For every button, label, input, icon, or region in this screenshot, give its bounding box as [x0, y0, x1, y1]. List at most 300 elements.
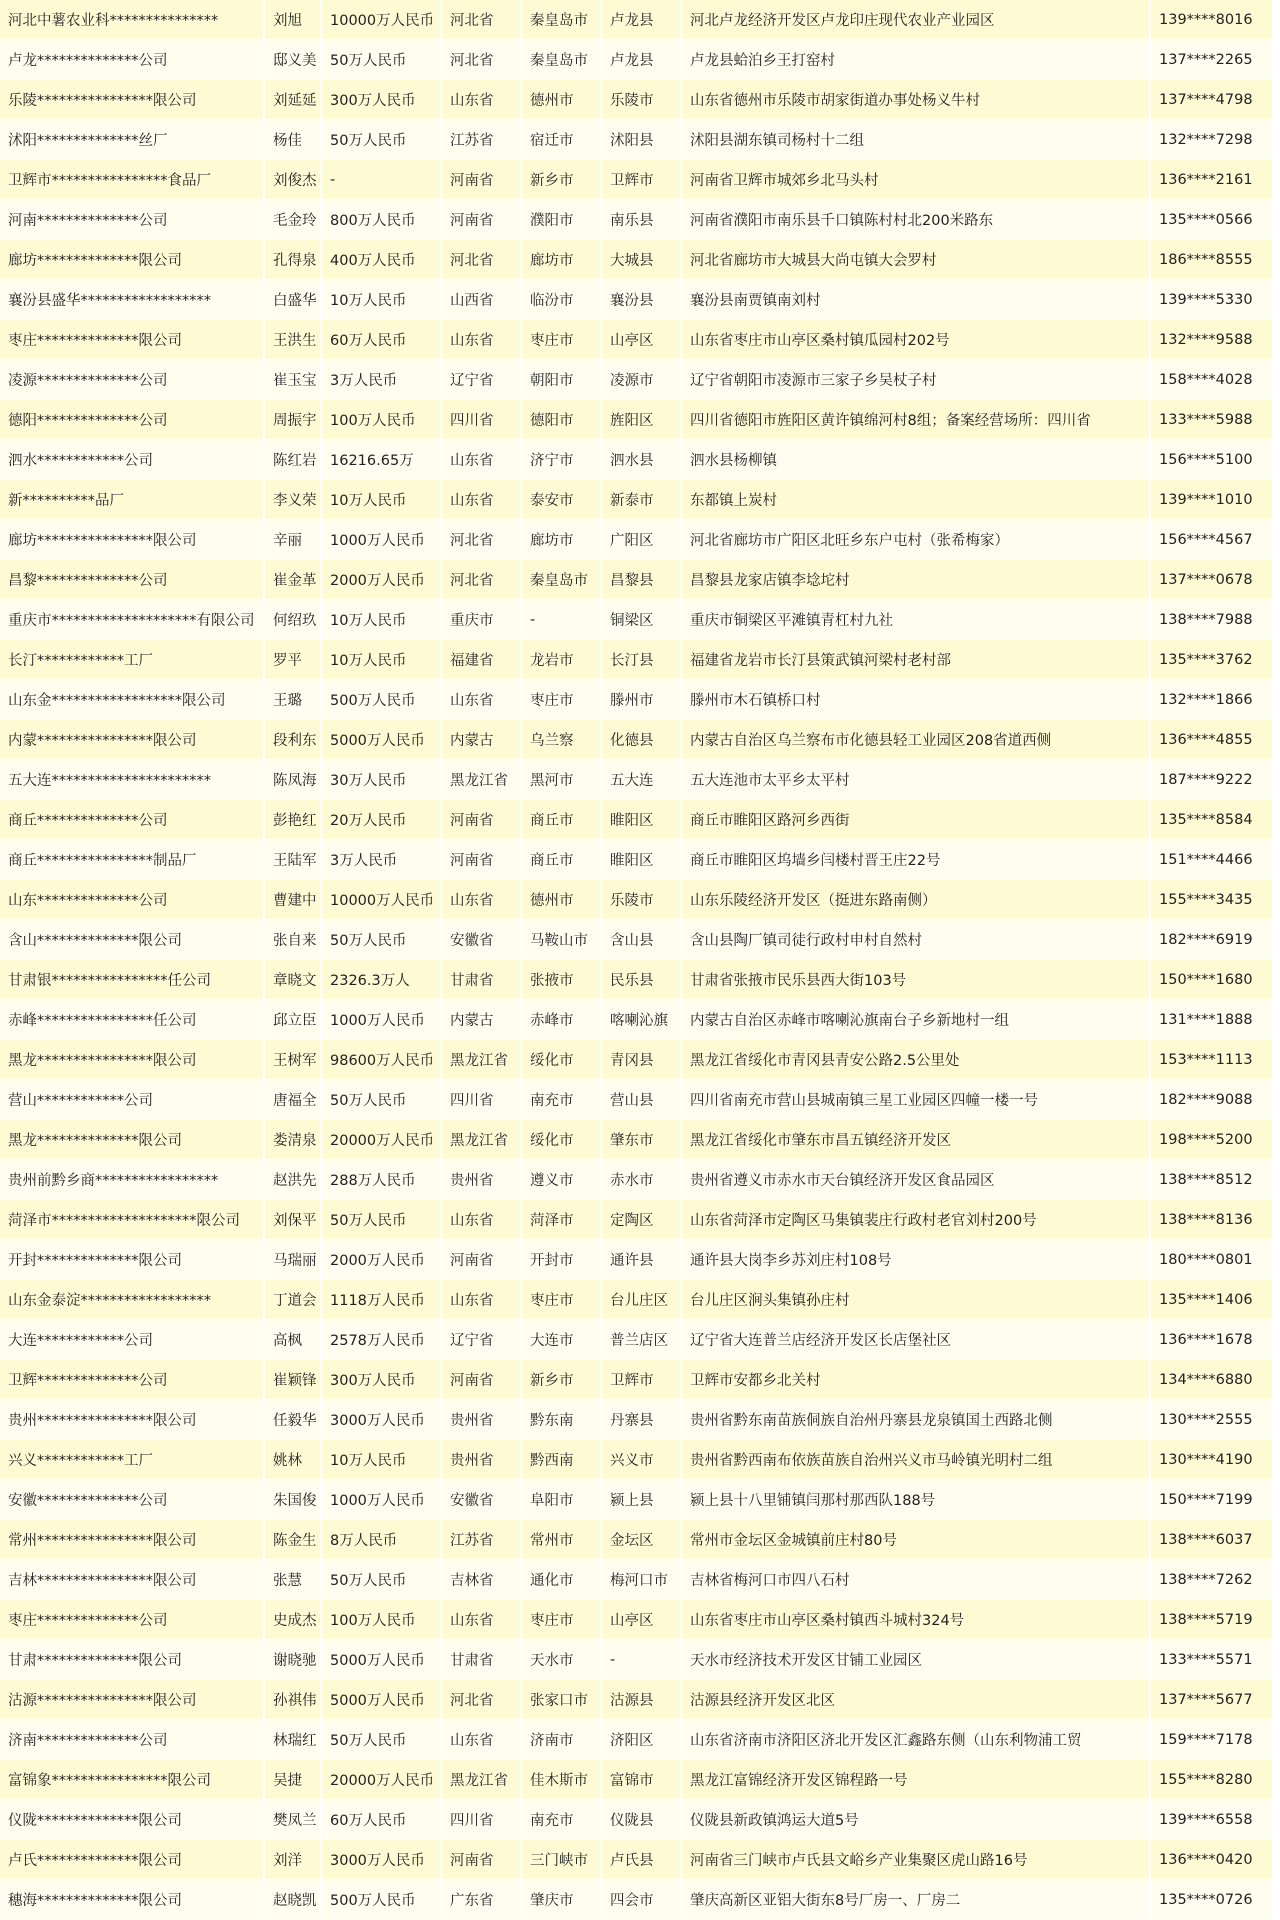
address-cell: 山东省枣庄市山亭区桑村镇西斗城村324号 — [681, 1600, 1150, 1640]
registered-capital-cell: 800万人民币 — [321, 200, 441, 240]
table-row — [0, 520, 1272, 560]
legal-rep-cell: 周振宇 — [264, 400, 321, 440]
address-cell: 襄汾县南贾镇南刘村 — [681, 280, 1150, 320]
company-name-cell: 营山************公司 — [0, 1080, 264, 1120]
district-cell: 赤水市 — [601, 1160, 681, 1200]
address-cell: 贵州省黔东南苗族侗族自治州丹寨县龙泉镇国土西路北侧 — [681, 1400, 1150, 1440]
city-cell: 三门峡市 — [521, 1840, 601, 1880]
phone-cell: 135****0726 — [1150, 1880, 1272, 1920]
city-cell: 濮阳市 — [521, 200, 601, 240]
city-cell: 黔东南 — [521, 1400, 601, 1440]
registered-capital-cell: 2000万人民币 — [321, 560, 441, 600]
legal-rep-cell: 邱立臣 — [264, 1000, 321, 1040]
province-cell: 甘肃省 — [441, 960, 521, 1000]
district-cell: 新泰市 — [601, 480, 681, 520]
registered-capital-cell: 8万人民币 — [321, 1520, 441, 1560]
table-row — [0, 400, 1272, 440]
district-cell: 营山县 — [601, 1080, 681, 1120]
city-cell: 宿迁市 — [521, 120, 601, 160]
company-name-cell: 昌黎**************公司 — [0, 560, 264, 600]
table-row — [0, 1160, 1272, 1200]
company-name-cell: 富锦象****************限公司 — [0, 1760, 264, 1800]
city-cell: 枣庄市 — [521, 680, 601, 720]
legal-rep-cell: 王洪生 — [264, 320, 321, 360]
company-name-cell: 重庆市********************有限公司 — [0, 600, 264, 640]
registered-capital-cell: 10万人民币 — [321, 1440, 441, 1480]
company-name-cell: 乐陵****************限公司 — [0, 80, 264, 120]
company-name-cell: 穗海**************限公司 — [0, 1880, 264, 1920]
company-name-cell: 吉林****************限公司 — [0, 1560, 264, 1600]
phone-cell: 132****7298 — [1150, 120, 1272, 160]
address-cell: 常州市金坛区金城镇前庄村80号 — [681, 1520, 1150, 1560]
phone-cell: 156****5100 — [1150, 440, 1272, 480]
phone-cell: 137****5677 — [1150, 1680, 1272, 1720]
city-cell: 龙岩市 — [521, 640, 601, 680]
address-cell: 吉林省梅河口市四八石村 — [681, 1560, 1150, 1600]
address-cell: 内蒙古自治区乌兰察布市化德县轻工业园区208省道西侧 — [681, 720, 1150, 760]
address-cell: 泗水县杨柳镇 — [681, 440, 1150, 480]
phone-cell: 136****0420 — [1150, 1840, 1272, 1880]
company-name-cell: 内蒙****************限公司 — [0, 720, 264, 760]
phone-cell: 182****6919 — [1150, 920, 1272, 960]
phone-cell: 182****9088 — [1150, 1080, 1272, 1120]
province-cell: 江苏省 — [441, 120, 521, 160]
district-cell: 旌阳区 — [601, 400, 681, 440]
phone-cell: 155****8280 — [1150, 1760, 1272, 1800]
address-cell: 沭阳县湖东镇司杨村十二组 — [681, 120, 1150, 160]
city-cell: 济南市 — [521, 1720, 601, 1760]
registered-capital-cell: 20000万人民币 — [321, 1120, 441, 1160]
table-row — [0, 960, 1272, 1000]
registered-capital-cell: 10万人民币 — [321, 640, 441, 680]
province-cell: 河北省 — [441, 0, 521, 40]
legal-rep-cell: 罗平 — [264, 640, 321, 680]
province-cell: 河南省 — [441, 200, 521, 240]
province-cell: 山东省 — [441, 1720, 521, 1760]
address-cell: 河南省卫辉市城郊乡北马头村 — [681, 160, 1150, 200]
legal-rep-cell: 王树军 — [264, 1040, 321, 1080]
address-cell: 东都镇上炭村 — [681, 480, 1150, 520]
district-cell: 定陶区 — [601, 1200, 681, 1240]
phone-cell: 150****7199 — [1150, 1480, 1272, 1520]
address-cell: 台儿庄区涧头集镇孙庄村 — [681, 1280, 1150, 1320]
city-cell: 德州市 — [521, 80, 601, 120]
table-row — [0, 1200, 1272, 1240]
table-row — [0, 1360, 1272, 1400]
province-cell: 安徽省 — [441, 920, 521, 960]
province-cell: 黑龙江省 — [441, 1040, 521, 1080]
legal-rep-cell: 陈凤海 — [264, 760, 321, 800]
legal-rep-cell: 陈红岩 — [264, 440, 321, 480]
district-cell: 广阳区 — [601, 520, 681, 560]
company-name-cell: 黑龙**************限公司 — [0, 1120, 264, 1160]
legal-rep-cell: 姚林 — [264, 1440, 321, 1480]
address-cell: 肇庆高新区亚铝大街东8号厂房一、厂房二 — [681, 1880, 1150, 1920]
legal-rep-cell: 刘保平 — [264, 1200, 321, 1240]
district-cell: 民乐县 — [601, 960, 681, 1000]
district-cell: 青冈县 — [601, 1040, 681, 1080]
table-row — [0, 1480, 1272, 1520]
legal-rep-cell: 马瑞丽 — [264, 1240, 321, 1280]
legal-rep-cell: 白盛华 — [264, 280, 321, 320]
company-name-cell: 长汀************工厂 — [0, 640, 264, 680]
table-row — [0, 160, 1272, 200]
legal-rep-cell: 彭艳红 — [264, 800, 321, 840]
district-cell: 喀喇沁旗 — [601, 1000, 681, 1040]
address-cell: 河北省廊坊市广阳区北旺乡东户屯村（张希梅家） — [681, 520, 1150, 560]
registered-capital-cell: 100万人民币 — [321, 1600, 441, 1640]
company-name-cell: 赤峰****************任公司 — [0, 1000, 264, 1040]
address-cell: 商丘市睢阳区坞墙乡闫楼村晋王庄22号 — [681, 840, 1150, 880]
province-cell: 山西省 — [441, 280, 521, 320]
company-name-cell: 山东金******************限公司 — [0, 680, 264, 720]
phone-cell: 187****9222 — [1150, 760, 1272, 800]
address-cell: 昌黎县龙家店镇李埝坨村 — [681, 560, 1150, 600]
phone-cell: 134****6880 — [1150, 1360, 1272, 1400]
company-name-cell: 含山**************限公司 — [0, 920, 264, 960]
registered-capital-cell: 10万人民币 — [321, 280, 441, 320]
company-name-cell: 卫辉**************公司 — [0, 1360, 264, 1400]
province-cell: 贵州省 — [441, 1160, 521, 1200]
province-cell: 黑龙江省 — [441, 1120, 521, 1160]
province-cell: 河北省 — [441, 1680, 521, 1720]
company-name-cell: 河南**************公司 — [0, 200, 264, 240]
province-cell: 山东省 — [441, 1200, 521, 1240]
table-row — [0, 80, 1272, 120]
table-row — [0, 240, 1272, 280]
legal-rep-cell: 赵洪先 — [264, 1160, 321, 1200]
table-row — [0, 1880, 1272, 1920]
legal-rep-cell: 孔得泉 — [264, 240, 321, 280]
registered-capital-cell: 400万人民币 — [321, 240, 441, 280]
province-cell: 山东省 — [441, 1280, 521, 1320]
city-cell: 秦皇岛市 — [521, 0, 601, 40]
address-cell: 卢龙县蛤泊乡王打窑村 — [681, 40, 1150, 80]
district-cell: 卫辉市 — [601, 1360, 681, 1400]
city-cell: 临汾市 — [521, 280, 601, 320]
phone-cell: 138****6037 — [1150, 1520, 1272, 1560]
city-cell: 商丘市 — [521, 840, 601, 880]
legal-rep-cell: 陈金生 — [264, 1520, 321, 1560]
registered-capital-cell: 3万人民币 — [321, 360, 441, 400]
province-cell: 河南省 — [441, 1840, 521, 1880]
registered-capital-cell: 20000万人民币 — [321, 1760, 441, 1800]
province-cell: 广东省 — [441, 1880, 521, 1920]
province-cell: 山东省 — [441, 680, 521, 720]
address-cell: 山东省济南市济阳区济北开发区汇鑫路东侧（山东利物浦工贸 — [681, 1720, 1150, 1760]
company-name-cell: 廊坊**************限公司 — [0, 240, 264, 280]
city-cell: 南充市 — [521, 1080, 601, 1120]
legal-rep-cell: 丁道会 — [264, 1280, 321, 1320]
legal-rep-cell: 章晓文 — [264, 960, 321, 1000]
registered-capital-cell: 1000万人民币 — [321, 1000, 441, 1040]
city-cell: 秦皇岛市 — [521, 560, 601, 600]
address-cell: 山东省枣庄市山亭区桑村镇瓜园村202号 — [681, 320, 1150, 360]
registered-capital-cell: 50万人民币 — [321, 920, 441, 960]
province-cell: 山东省 — [441, 440, 521, 480]
table-row — [0, 360, 1272, 400]
table-row — [0, 600, 1272, 640]
phone-cell: 136****2161 — [1150, 160, 1272, 200]
phone-cell: 139****6558 — [1150, 1800, 1272, 1840]
city-cell: 商丘市 — [521, 800, 601, 840]
district-cell: 通许县 — [601, 1240, 681, 1280]
table-row — [0, 40, 1272, 80]
phone-cell: 130****2555 — [1150, 1400, 1272, 1440]
district-cell: 丹寨县 — [601, 1400, 681, 1440]
registered-capital-cell: 3000万人民币 — [321, 1400, 441, 1440]
phone-cell: 139****5330 — [1150, 280, 1272, 320]
table-row — [0, 760, 1272, 800]
city-cell: 菏泽市 — [521, 1200, 601, 1240]
district-cell: 五大连 — [601, 760, 681, 800]
city-cell: 常州市 — [521, 1520, 601, 1560]
legal-rep-cell: 唐福全 — [264, 1080, 321, 1120]
phone-cell: 156****4567 — [1150, 520, 1272, 560]
registered-capital-cell: 10万人民币 — [321, 600, 441, 640]
province-cell: 江苏省 — [441, 1520, 521, 1560]
district-cell: 颍上县 — [601, 1480, 681, 1520]
registered-capital-cell: 50万人民币 — [321, 40, 441, 80]
province-cell: 河北省 — [441, 560, 521, 600]
phone-cell: 137****2265 — [1150, 40, 1272, 80]
district-cell: 滕州市 — [601, 680, 681, 720]
address-cell: 卫辉市安都乡北关村 — [681, 1360, 1150, 1400]
legal-rep-cell: 刘旭 — [264, 0, 321, 40]
phone-cell: 139****1010 — [1150, 480, 1272, 520]
registered-capital-cell: 2326.3万人 — [321, 960, 441, 1000]
city-cell: 赤峰市 — [521, 1000, 601, 1040]
company-name-cell: 商丘**************公司 — [0, 800, 264, 840]
province-cell: 四川省 — [441, 400, 521, 440]
company-name-cell: 卢氏**************限公司 — [0, 1840, 264, 1880]
district-cell: - — [601, 1640, 681, 1680]
phone-cell: 153****1113 — [1150, 1040, 1272, 1080]
province-cell: 山东省 — [441, 320, 521, 360]
city-cell: 济宁市 — [521, 440, 601, 480]
city-cell: 遵义市 — [521, 1160, 601, 1200]
city-cell: 廊坊市 — [521, 520, 601, 560]
province-cell: 河南省 — [441, 1360, 521, 1400]
company-name-cell: 枣庄**************公司 — [0, 1600, 264, 1640]
table-row — [0, 640, 1272, 680]
phone-cell: 132****1866 — [1150, 680, 1272, 720]
district-cell: 普兰店区 — [601, 1320, 681, 1360]
city-cell: 佳木斯市 — [521, 1760, 601, 1800]
legal-rep-cell: 何绍玖 — [264, 600, 321, 640]
address-cell: 天水市经济技术开发区甘铺工业园区 — [681, 1640, 1150, 1680]
legal-rep-cell: 樊凤兰 — [264, 1800, 321, 1840]
company-name-cell: 新**********品厂 — [0, 480, 264, 520]
company-name-cell: 五大连********************** — [0, 760, 264, 800]
district-cell: 四会市 — [601, 1880, 681, 1920]
district-cell: 沽源县 — [601, 1680, 681, 1720]
legal-rep-cell: 段利东 — [264, 720, 321, 760]
legal-rep-cell: 林瑞红 — [264, 1720, 321, 1760]
address-cell: 滕州市木石镇桥口村 — [681, 680, 1150, 720]
legal-rep-cell: 高枫 — [264, 1320, 321, 1360]
district-cell: 卢龙县 — [601, 40, 681, 80]
table-row — [0, 1600, 1272, 1640]
table-row — [0, 840, 1272, 880]
city-cell: 黔西南 — [521, 1440, 601, 1480]
city-cell: 通化市 — [521, 1560, 601, 1600]
address-cell: 黑龙江省绥化市肇东市昌五镇经济开发区 — [681, 1120, 1150, 1160]
city-cell: 阜阳市 — [521, 1480, 601, 1520]
legal-rep-cell: 张自来 — [264, 920, 321, 960]
address-cell: 河南省三门峡市卢氏县文峪乡产业集聚区虎山路16号 — [681, 1840, 1150, 1880]
city-cell: 张掖市 — [521, 960, 601, 1000]
province-cell: 河南省 — [441, 160, 521, 200]
company-name-cell: 泗水************公司 — [0, 440, 264, 480]
legal-rep-cell: 杨佳 — [264, 120, 321, 160]
table-row — [0, 1680, 1272, 1720]
district-cell: 肇东市 — [601, 1120, 681, 1160]
phone-cell: 136****4855 — [1150, 720, 1272, 760]
district-cell: 大城县 — [601, 240, 681, 280]
address-cell: 黑龙江富锦经济开发区锦程路一号 — [681, 1760, 1150, 1800]
district-cell: 卫辉市 — [601, 160, 681, 200]
registered-capital-cell: 50万人民币 — [321, 120, 441, 160]
table-row — [0, 1840, 1272, 1880]
registered-capital-cell: 10000万人民币 — [321, 880, 441, 920]
province-cell: 河北省 — [441, 240, 521, 280]
phone-cell: 198****5200 — [1150, 1120, 1272, 1160]
table-row — [0, 440, 1272, 480]
company-name-cell: 菏泽市********************限公司 — [0, 1200, 264, 1240]
phone-cell: 133****5571 — [1150, 1640, 1272, 1680]
district-cell: 兴义市 — [601, 1440, 681, 1480]
address-cell: 贵州省遵义市赤水市天台镇经济开发区食品园区 — [681, 1160, 1150, 1200]
table-row — [0, 320, 1272, 360]
address-cell: 贵州省黔西南布依族苗族自治州兴义市马岭镇光明村二组 — [681, 1440, 1150, 1480]
province-cell: 河南省 — [441, 800, 521, 840]
table-row — [0, 680, 1272, 720]
address-cell: 福建省龙岩市长汀县策武镇河梁村老村部 — [681, 640, 1150, 680]
phone-cell: 135****8584 — [1150, 800, 1272, 840]
legal-rep-cell: 王璐 — [264, 680, 321, 720]
table-row — [0, 560, 1272, 600]
district-cell: 乐陵市 — [601, 80, 681, 120]
phone-cell: 186****8555 — [1150, 240, 1272, 280]
city-cell: 天水市 — [521, 1640, 601, 1680]
table-row — [0, 920, 1272, 960]
phone-cell: 138****8136 — [1150, 1200, 1272, 1240]
address-cell: 重庆市铜梁区平滩镇青杠村九社 — [681, 600, 1150, 640]
legal-rep-cell: 孙祺伟 — [264, 1680, 321, 1720]
province-cell: 甘肃省 — [441, 1640, 521, 1680]
province-cell: 辽宁省 — [441, 1320, 521, 1360]
address-cell: 山东省德州市乐陵市胡家街道办事处杨义牛村 — [681, 80, 1150, 120]
legal-rep-cell: 吴捷 — [264, 1760, 321, 1800]
company-name-cell: 甘肃银****************任公司 — [0, 960, 264, 1000]
district-cell: 铜梁区 — [601, 600, 681, 640]
province-cell: 重庆市 — [441, 600, 521, 640]
city-cell: 张家口市 — [521, 1680, 601, 1720]
district-cell: 台儿庄区 — [601, 1280, 681, 1320]
registered-capital-cell: 10000万人民币 — [321, 0, 441, 40]
company-name-cell: 常州****************限公司 — [0, 1520, 264, 1560]
table-row — [0, 1760, 1272, 1800]
address-cell: 四川省德阳市旌阳区黄许镇绵河村8组；备案经营场所：四川省 — [681, 400, 1150, 440]
phone-cell: 137****0678 — [1150, 560, 1272, 600]
company-name-cell: 卫辉市****************食品厂 — [0, 160, 264, 200]
district-cell: 昌黎县 — [601, 560, 681, 600]
registered-capital-cell: 60万人民币 — [321, 320, 441, 360]
address-cell: 河北卢龙经济开发区卢龙印庄现代农业产业园区 — [681, 0, 1150, 40]
phone-cell: 136****1678 — [1150, 1320, 1272, 1360]
registered-capital-cell: 100万人民币 — [321, 400, 441, 440]
district-cell: 长汀县 — [601, 640, 681, 680]
company-name-cell: 襄汾县盛华****************** — [0, 280, 264, 320]
company-name-cell: 兴义************工厂 — [0, 1440, 264, 1480]
registered-capital-cell: 1000万人民币 — [321, 520, 441, 560]
phone-cell: 151****4466 — [1150, 840, 1272, 880]
registered-capital-cell: 2000万人民币 — [321, 1240, 441, 1280]
province-cell: 四川省 — [441, 1800, 521, 1840]
legal-rep-cell: 娄清泉 — [264, 1120, 321, 1160]
phone-cell: 139****8016 — [1150, 0, 1272, 40]
district-cell: 凌源市 — [601, 360, 681, 400]
legal-rep-cell: 刘俊杰 — [264, 160, 321, 200]
province-cell: 河北省 — [441, 520, 521, 560]
legal-rep-cell: 王陆军 — [264, 840, 321, 880]
company-name-cell: 贵州****************限公司 — [0, 1400, 264, 1440]
address-cell: 山东省菏泽市定陶区马集镇裴庄行政村老官刘村200号 — [681, 1200, 1150, 1240]
company-name-cell: 沽源****************限公司 — [0, 1680, 264, 1720]
province-cell: 山东省 — [441, 480, 521, 520]
city-cell: 秦皇岛市 — [521, 40, 601, 80]
registered-capital-cell: 10万人民币 — [321, 480, 441, 520]
province-cell: 辽宁省 — [441, 360, 521, 400]
table-row — [0, 280, 1272, 320]
registered-capital-cell: 16216.65万 — [321, 440, 441, 480]
company-name-cell: 德阳**************公司 — [0, 400, 264, 440]
district-cell: 乐陵市 — [601, 880, 681, 920]
company-name-cell: 济南**************公司 — [0, 1720, 264, 1760]
phone-cell: 155****3435 — [1150, 880, 1272, 920]
registered-capital-cell: 50万人民币 — [321, 1560, 441, 1600]
phone-cell: 138****7988 — [1150, 600, 1272, 640]
registered-capital-cell: 50万人民币 — [321, 1080, 441, 1120]
district-cell: 化德县 — [601, 720, 681, 760]
province-cell: 四川省 — [441, 1080, 521, 1120]
district-cell: 金坛区 — [601, 1520, 681, 1560]
city-cell: - — [521, 600, 601, 640]
legal-rep-cell: 毛金玲 — [264, 200, 321, 240]
phone-cell: 138****8512 — [1150, 1160, 1272, 1200]
company-name-cell: 仪陇**************限公司 — [0, 1800, 264, 1840]
province-cell: 黑龙江省 — [441, 1760, 521, 1800]
province-cell: 河南省 — [441, 840, 521, 880]
registered-capital-cell: 2578万人民币 — [321, 1320, 441, 1360]
city-cell: 泰安市 — [521, 480, 601, 520]
city-cell: 新乡市 — [521, 1360, 601, 1400]
table-row — [0, 1800, 1272, 1840]
address-cell: 含山县陶厂镇司徒行政村申村自然村 — [681, 920, 1150, 960]
company-name-cell: 开封**************限公司 — [0, 1240, 264, 1280]
legal-rep-cell: 刘洋 — [264, 1840, 321, 1880]
address-cell: 河南省濮阳市南乐县千口镇陈村村北200米路东 — [681, 200, 1150, 240]
address-cell: 山东乐陵经济开发区（挺进东路南侧） — [681, 880, 1150, 920]
table-row — [0, 1720, 1272, 1760]
registered-capital-cell: 1000万人民币 — [321, 1480, 441, 1520]
address-cell: 沽源县经济开发区北区 — [681, 1680, 1150, 1720]
legal-rep-cell: 谢晓驰 — [264, 1640, 321, 1680]
registered-capital-cell: 1118万人民币 — [321, 1280, 441, 1320]
company-name-cell: 山东**************公司 — [0, 880, 264, 920]
company-name-cell: 黑龙****************限公司 — [0, 1040, 264, 1080]
